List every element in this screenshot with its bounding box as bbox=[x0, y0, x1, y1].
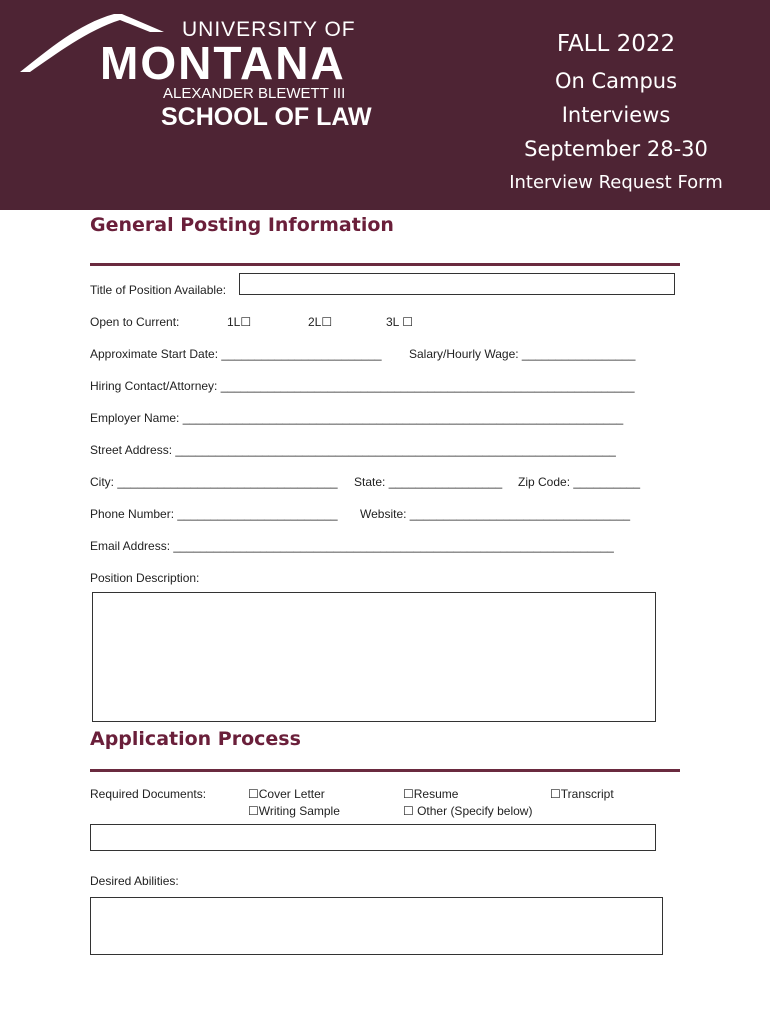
other-documents-input[interactable] bbox=[90, 824, 656, 851]
logo-university-of: UNIVERSITY OF bbox=[182, 18, 356, 41]
phone-number-field[interactable]: Phone Number: ________________________ bbox=[90, 507, 338, 521]
checkbox-transcript[interactable]: ☐Transcript bbox=[550, 787, 614, 801]
checkbox-2l[interactable]: 2L☐ bbox=[308, 315, 333, 329]
checkbox-other[interactable]: ☐ Other (Specify below) bbox=[403, 804, 533, 818]
desired-abilities-label: Desired Abilities: bbox=[90, 874, 179, 888]
header-line2: Interviews bbox=[561, 103, 671, 127]
hiring-contact-field[interactable]: Hiring Contact/Attorney: ______________________________________________________________ bbox=[90, 379, 635, 393]
logo-school-line1: ALEXANDER BLEWETT III bbox=[163, 85, 346, 102]
section-title-general: General Posting Information bbox=[90, 214, 394, 236]
street-address-field[interactable]: Street Address: __________________________________________________________________ bbox=[90, 443, 616, 457]
zip-code-field[interactable]: Zip Code: __________ bbox=[518, 475, 641, 489]
required-documents-label: Required Documents: bbox=[90, 787, 207, 801]
email-address-field[interactable]: Email Address: __________________________________________________________________ bbox=[90, 539, 614, 553]
header-line1: On Campus bbox=[554, 69, 678, 93]
checkbox-resume[interactable]: ☐Resume bbox=[403, 787, 459, 801]
position-title-label: Title of Position Available: bbox=[90, 283, 227, 297]
logo-school-line2: SCHOOL OF LAW bbox=[161, 103, 372, 131]
desired-abilities-textarea[interactable] bbox=[90, 897, 663, 955]
section-divider bbox=[90, 769, 680, 772]
logo-montana: MONTANA bbox=[100, 37, 346, 89]
position-description-label: Position Description: bbox=[90, 571, 200, 585]
term-title: FALL 2022 bbox=[556, 31, 676, 57]
position-title-input[interactable] bbox=[239, 273, 675, 295]
checkbox-1l[interactable]: 1L☐ bbox=[227, 315, 252, 329]
state-field[interactable]: State: _________________ bbox=[354, 475, 503, 489]
city-field[interactable]: City: _________________________________ bbox=[90, 475, 338, 489]
checkbox-cover-letter[interactable]: ☐Cover Letter bbox=[248, 787, 325, 801]
section-title-application: Application Process bbox=[90, 728, 301, 750]
section-divider bbox=[90, 263, 680, 266]
checkbox-writing-sample[interactable]: ☐Writing Sample bbox=[248, 804, 340, 818]
salary-field[interactable]: Salary/Hourly Wage: _________________ bbox=[409, 347, 636, 361]
header-banner bbox=[0, 0, 770, 210]
employer-name-field[interactable]: Employer Name: __________________________________________________________________ bbox=[90, 411, 624, 425]
position-description-textarea[interactable] bbox=[92, 592, 656, 722]
website-field[interactable]: Website: _________________________________ bbox=[360, 507, 631, 521]
university-logo bbox=[18, 10, 372, 131]
checkbox-3l[interactable]: 3L ☐ bbox=[386, 315, 413, 329]
open-to-label: Open to Current: bbox=[90, 315, 180, 329]
start-date-field[interactable]: Approximate Start Date: ________________________ bbox=[90, 347, 382, 361]
form-title: Interview Request Form bbox=[509, 172, 723, 193]
header-dates: September 28-30 bbox=[524, 137, 708, 161]
